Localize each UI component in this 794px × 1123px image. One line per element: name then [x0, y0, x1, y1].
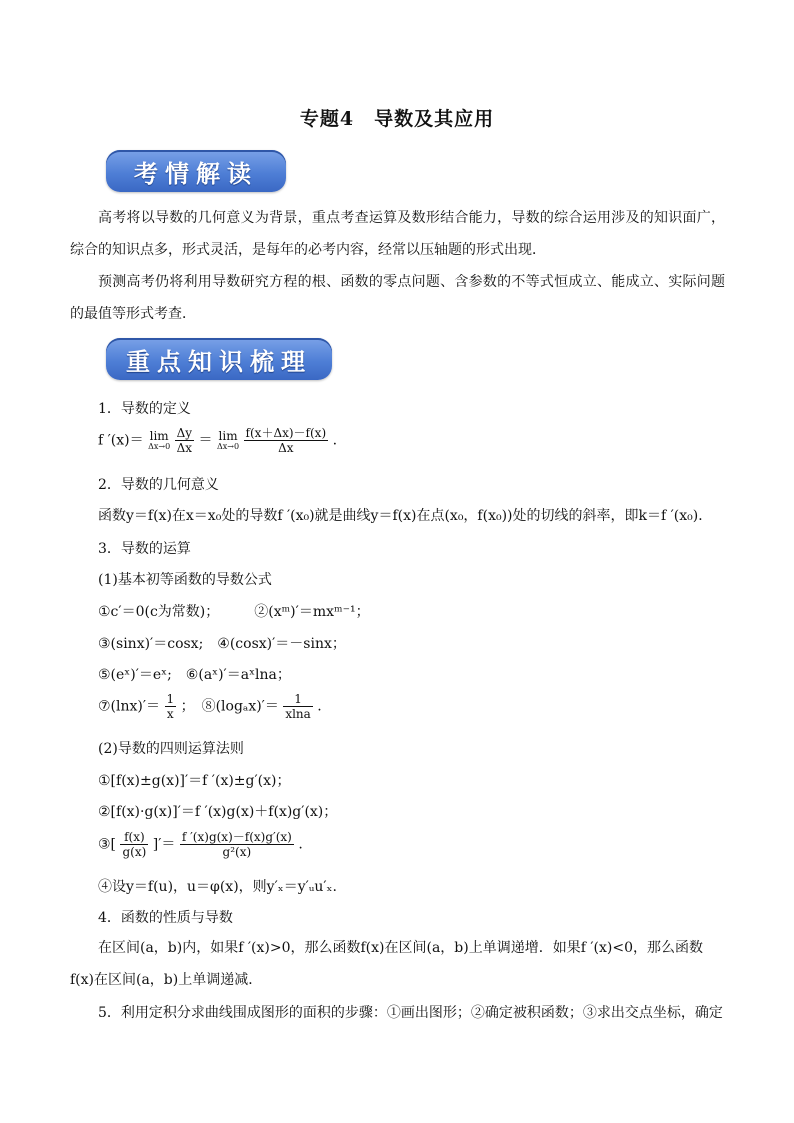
intro-paragraph-2: 预测高考仍将利用导数研究方程的根、函数的零点问题、含参数的不等式恒成立、能成立、实际问题的最值等形式考查． — [70, 274, 725, 322]
text-geometric-meaning: 函数y＝f(x)在x＝x₀处的导数f ′(x₀)就是曲线y＝f(x)在点(x₀，f(x₀))处的切线的斜率，即k＝f ′(x₀)． — [98, 508, 713, 524]
formula-derivative-definition: f ′(x)＝ lim Δx→0 $\frac{\Delta y}{\Delta x}$ ＝ lim Δx→0 $\frac{f(x+\Delta x)-f(x)}{\Delta x}$ . — [98, 426, 338, 455]
heading-derivative-definition: 1．导数的定义 — [98, 401, 191, 417]
page-title: 专题4 导数及其应用 — [299, 108, 495, 130]
rule-line-4: ④设y＝f(u)，u＝φ(x)，则y′ₓ＝y′ᵤu′ₓ. — [98, 879, 337, 895]
intro-paragraph-1: 高考将以导数的几何意义为背景，重点考查运算及数形结合能力，导数的综合运用涉及的知识面广，综合的知识点多，形式灵活，是每年的必考内容，经常以压轴题的形式出现． — [70, 210, 725, 258]
fraction-f-over-g: $\frac{f(x)}{g(x)}$ — [122, 830, 147, 859]
fraction-one-over-x: $\frac{1}{x}$ — [166, 692, 175, 721]
formula-line-4: ⑦(lnx)′＝ $\frac{1}{x}$ ； ⑧(logₐx)′＝ $\frac{1}{xlna}$ . — [98, 692, 322, 721]
formula-lhs: f ′(x)＝ — [98, 432, 144, 449]
section-banner-key-knowledge: 重点知识梳理 — [106, 338, 332, 380]
limit-symbol-2: lim Δx→0 — [217, 429, 240, 451]
heading-geometric-meaning: 2．导数的几何意义 — [98, 477, 219, 493]
fraction-quotient-rule: $\frac{f '(x)g(x)-f(x)g'(x)}{\text{g²(x)}}$ — [181, 830, 292, 859]
text-monotonicity: 在区间(a，b)内，如果f ′(x)>0，那么函数f(x)在区间(a，b)上单调递增．如果f ′(x)<0，那么函数f(x)在区间(a，b)上单调递减． — [70, 940, 703, 988]
heading-derivative-operations: 3．导数的运算 — [98, 541, 191, 557]
rule-line-3: ③[ $\frac{f(x)}{g(x)}$ ]′＝ $\frac{f '(x)g(x)-f(x)g'(x)}{\text{g²(x)}}$ . — [98, 830, 303, 859]
fraction-dy-dx: $\frac{\Delta y}{\Delta x}$ — [176, 426, 193, 455]
formula-line-1: ①c′＝0(c为常数)； ②(xᵐ)′＝mxᵐ⁻¹； — [98, 604, 370, 620]
fraction-one-over-xlna: $\frac{1}{xlna}$ — [285, 692, 311, 721]
fraction-difference-quotient: $\frac{f(x+\Delta x)-f(x)}{\Delta x}$ — [245, 426, 327, 455]
formula-line-2: ③(sinx)′＝cosx; ④(cosx)′＝－sinx； — [98, 636, 346, 652]
heading-monotonicity: 4．函数的性质与导数 — [98, 910, 233, 926]
formula-line-3: ⑤(eˣ)′＝eˣ; ⑥(aˣ)′＝aˣlna； — [98, 667, 291, 683]
subheading-arithmetic-rules: (2)导数的四则运算法则 — [98, 741, 244, 757]
limit-symbol: lim Δx→0 — [148, 429, 171, 451]
rule-line-1: ①[f(x)±g(x)]′＝f ′(x)±g′(x)； — [98, 773, 291, 789]
section-banner-exam-analysis: 考情解读 — [106, 150, 286, 192]
subheading-basic-formulas: (1)基本初等函数的导数公式 — [98, 572, 272, 588]
rule-line-2: ②[f(x)·g(x)]′＝f ′(x)g(x)＋f(x)g′(x)； — [98, 804, 338, 820]
heading-definite-integral-area: 5．利用定积分求曲线围成图形的面积的步骤：①画出图形；②确定被积函数；③求出交点坐标，确定 — [98, 1005, 723, 1021]
